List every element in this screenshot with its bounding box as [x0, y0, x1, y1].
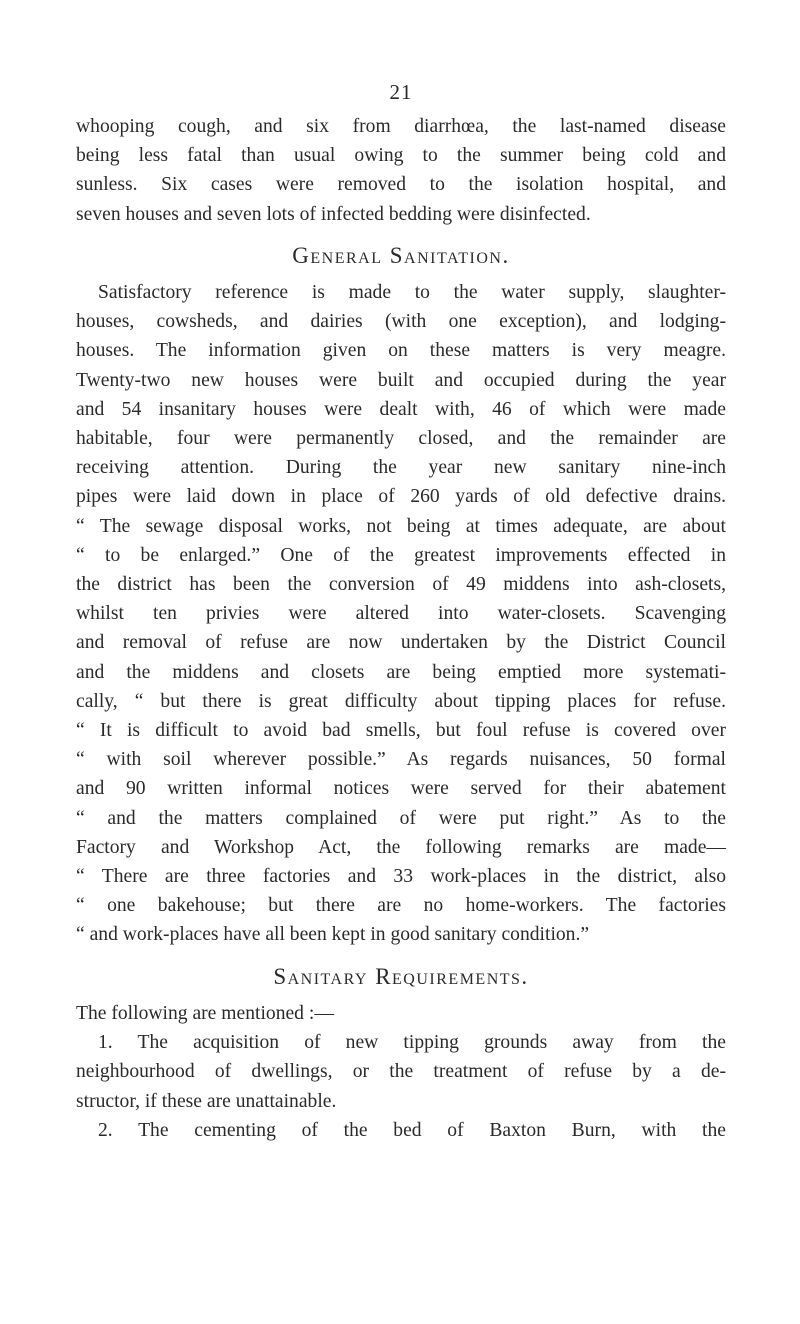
list-item-line: neighbourhood of dwellings, or the treatment of refuse by a de- — [76, 1061, 726, 1083]
list-item-line: 1. The acquisition of new tipping grounds away from the — [98, 1032, 726, 1054]
paragraph-line: “ to be enlarged.” One of the greatest improvements effected in — [76, 544, 726, 566]
paragraph-line: and 90 written informal notices were served for their abatement — [76, 778, 726, 800]
paragraph-line: receiving attention. During the year new sanitary nine-inch — [76, 457, 726, 479]
paragraph-line: and 54 insanitary houses were dealt with, 46 of which were made — [76, 398, 726, 420]
section-heading-sanitary-requirements: Sanitary Requirements. — [273, 963, 529, 989]
body-text — [76, 112, 726, 1145]
paragraph-line: houses. The information given on these matters is very meagre. — [76, 340, 726, 362]
paragraph-line: seven houses and seven lots of infected bedding were disinfected. — [76, 203, 591, 225]
paragraph-2 — [76, 278, 726, 950]
section-heading-general-sanitation: General Sanitation. — [292, 242, 510, 268]
paragraph-line: cally, “ but there is great difficulty about tipping places for refuse. — [76, 690, 726, 712]
paragraph-line: “ with soil wherever possible.” As regards nuisances, 50 formal — [76, 749, 726, 771]
paragraph-line: whooping cough, and six from diarrhœa, the last-named disease — [76, 116, 726, 137]
list-intro: The following are mentioned :— — [76, 1002, 334, 1024]
paragraph-3 — [76, 999, 726, 1145]
paragraph-line: pipes were laid down in place of 260 yards of old defective drains. — [76, 486, 726, 508]
paragraph-1 — [76, 112, 726, 229]
paragraph-line: and removal of refuse are now undertaken by the District Council — [76, 632, 726, 654]
paragraph-line: “ It is difficult to avoid bad smells, but foul refuse is covered over — [76, 720, 726, 742]
paragraph-line: and the middens and closets are being emptied more systemati- — [76, 661, 726, 683]
paragraph-line: “ one bakehouse; but there are no home-workers. The factories — [76, 895, 726, 917]
paragraph-line: the district has been the conversion of 49 middens into ash-closets, — [76, 574, 726, 596]
paragraph-line: “ and the matters complained of were put right.” As to the — [76, 807, 726, 829]
paragraph-line: being less fatal than usual owing to the summer being cold and — [76, 145, 726, 167]
paragraph-line: Twenty-two new houses were built and occupied during the year — [76, 369, 726, 391]
paragraph-line: “ The sewage disposal works, not being at times adequate, are about — [76, 515, 726, 537]
list-item-line: 2. The cementing of the bed of Baxton Burn, with the — [98, 1119, 726, 1141]
paragraph-line: sunless. Six cases were removed to the isolation hospital, and — [76, 174, 726, 196]
list-item-line: structor, if these are unattainable. — [76, 1090, 337, 1112]
page-number: 21 — [389, 80, 413, 104]
paragraph-line: habitable, four were permanently closed, and the remainder are — [76, 428, 726, 450]
paragraph-line: “ There are three factories and 33 work-places in the district, also — [76, 866, 726, 888]
paragraph-line: “ and work-places have all been kept in good sanitary condition.” — [76, 924, 590, 946]
paragraph-line: Factory and Workshop Act, the following remarks are made— — [76, 836, 726, 858]
paragraph-line: Satisfactory reference is made to the water supply, slaughter- — [98, 282, 726, 304]
paragraph-line: whilst ten privies were altered into water-closets. Scavenging — [76, 603, 726, 625]
paragraph-line: houses, cowsheds, and dairies (with one exception), and lodging- — [76, 311, 726, 333]
